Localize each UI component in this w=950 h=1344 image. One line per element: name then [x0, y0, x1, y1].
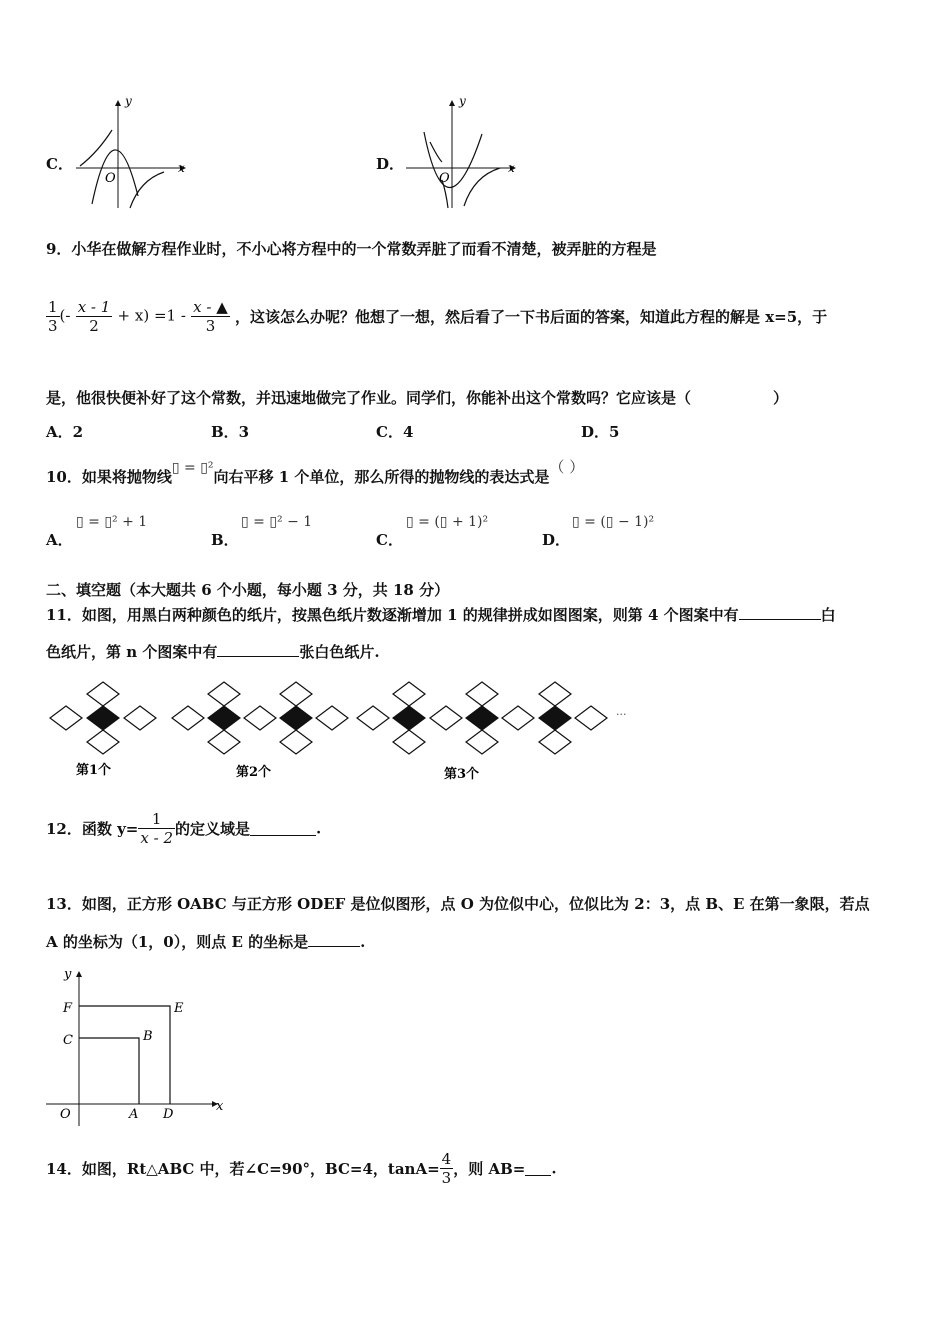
q10-option-d-label[interactable]: D．	[542, 531, 571, 549]
q10-option-c-label[interactable]: C．	[376, 531, 403, 549]
q13-label-o: O	[60, 1107, 71, 1122]
q9-frac2	[76, 298, 113, 335]
graph-d-origin: O	[439, 171, 450, 186]
q14-line	[46, 1150, 557, 1187]
q9-line3-text: 是，他很快便补好了这个常数，并迅速地做完了作业。同学们，你能补出这个常数吗？它应该是（	[46, 389, 692, 407]
graph-d-y-label: y	[459, 94, 466, 108]
q9-frac2-num: x - 1	[77, 298, 111, 316]
option-d-label: D．	[376, 155, 405, 173]
q12-end: .	[316, 819, 322, 838]
q12-line	[46, 810, 321, 847]
q9-frac1-num: 1	[48, 298, 58, 316]
q12-frac-den: x - 2	[140, 829, 173, 847]
q9-frac3-den: 3	[205, 317, 216, 335]
q11-line2-text: 色纸片，第 n 个图案中有	[46, 643, 218, 661]
q13-label-c: C	[63, 1033, 73, 1048]
q13-label-a: A	[129, 1107, 139, 1122]
q13-label-y: y	[64, 967, 72, 982]
q13-line2	[46, 931, 365, 952]
q10-option-a-formula: ▯ = ▯² + 1	[76, 514, 148, 530]
q13-label-f: F	[63, 1001, 73, 1016]
q9-option-b[interactable]: B．3	[211, 423, 250, 441]
q10-line	[46, 458, 585, 487]
q13-figure	[44, 962, 234, 1130]
q11-label-1: 第1个	[76, 763, 112, 778]
q14-suffix: ，则 AB=	[453, 1160, 526, 1178]
q9-frac1	[46, 298, 60, 335]
q12-frac	[138, 810, 175, 847]
q10-formula: ▯ = ▯²	[171, 460, 214, 476]
q13-blank[interactable]	[308, 932, 360, 947]
q9-frac1-den: 3	[48, 317, 58, 335]
q9-frac2-den: 2	[89, 317, 99, 335]
q12-frac-num: 1	[138, 810, 175, 829]
q10-option-b-formula: ▯ = ▯² − 1	[241, 514, 313, 530]
q10-option-c-formula: ▯ = (▯ + 1)²	[406, 514, 489, 530]
q9-frac3-num: x - ▲	[193, 298, 228, 316]
q11-label-3: 第3个	[444, 767, 480, 782]
q11-line2	[46, 641, 380, 662]
q13-label-b: B	[143, 1029, 153, 1044]
q14-frac-den: 3	[441, 1169, 452, 1187]
q11-blank-2[interactable]	[217, 642, 299, 657]
graph-c-origin: O	[105, 171, 116, 186]
graph-c-x-label: x	[178, 161, 185, 175]
q13-label-x: x	[216, 1099, 224, 1114]
q9-eq-open: (-	[59, 306, 71, 325]
graph-c-y-label: y	[125, 94, 132, 108]
q9-option-c[interactable]: C．4	[376, 423, 414, 441]
q14-prefix: 14．如图，Rt△ABC 中，若∠C=90°，BC=4，tanA=	[46, 1160, 440, 1178]
q10-option-b-label[interactable]: B．	[211, 531, 239, 549]
graph-c	[72, 92, 192, 212]
q11-line1-text: 11．如图，用黑白两种颜色的纸片，按黑色纸片数逐渐增加 1 的规律拼成如图图案，则第 4 个图案中有	[46, 606, 739, 624]
graph-d	[402, 92, 522, 212]
section2-title: 二、填空题（本大题共 6 个小题，每小题 3 分，共 18 分）	[46, 581, 450, 599]
graph-d-x-label: x	[508, 161, 515, 175]
option-c-label: C．	[46, 155, 73, 173]
q11-line1-end: 白	[820, 606, 836, 624]
q12-prefix: 12．函数 y=	[46, 820, 139, 838]
q11-line1	[46, 604, 836, 625]
q10-option-d-formula: ▯ = (▯ − 1)²	[572, 514, 655, 530]
q13-line1: 13．如图，正方形 OABC 与正方形 ODEF 是位似图形，点 O 为位似中心，位似比为 2：3，点 B、E 在第一象限，若点	[46, 895, 870, 913]
q11-pattern-figure	[46, 680, 646, 784]
q10-prefix: 10．如果将抛物线	[46, 468, 172, 486]
q11-ellipsis: ···	[616, 708, 627, 721]
q14-blank[interactable]	[525, 1161, 551, 1176]
q11-blank-1[interactable]	[739, 605, 821, 620]
q14-frac-num: 4	[441, 1150, 452, 1168]
q10-paren: （ ）	[549, 458, 585, 476]
q13-label-d: D	[163, 1107, 174, 1122]
q9-frac3	[191, 298, 230, 335]
q9-line1: 9．小华在做解方程作业时，不小心将方程中的一个常数弄脏了而看不清楚，被弄脏的方程是	[46, 240, 657, 258]
q11-label-2: 第2个	[236, 765, 272, 780]
q13-label-e: E	[174, 1001, 184, 1016]
q10-suffix: 向右平移 1 个单位，那么所得的抛物线的表达式是	[213, 468, 550, 486]
q12-blank[interactable]	[250, 821, 316, 836]
q14-frac	[440, 1150, 454, 1187]
q11-line2-end: 张白色纸片.	[299, 643, 380, 661]
q12-suffix: 的定义域是	[175, 820, 251, 838]
q9-line3-close: ）	[773, 389, 789, 407]
q9-eq-mid: + x) =1 -	[117, 306, 186, 325]
q9-option-a[interactable]: A．2	[46, 423, 84, 441]
q9-equation-line	[46, 298, 827, 335]
q10-option-a-label[interactable]: A．	[46, 531, 73, 549]
q14-end: .	[551, 1159, 557, 1178]
q13-line2-end: .	[360, 933, 366, 951]
q9-option-d[interactable]: D．5	[581, 423, 620, 441]
q9-line2-rest: ，这该怎么办呢？他想了一想，然后看了一下书后面的答案，知道此方程的解是 x=5，于	[235, 308, 828, 326]
q9-line3	[46, 387, 788, 408]
q13-line2-text: A 的坐标为（1，0），则点 E 的坐标是	[46, 933, 309, 951]
